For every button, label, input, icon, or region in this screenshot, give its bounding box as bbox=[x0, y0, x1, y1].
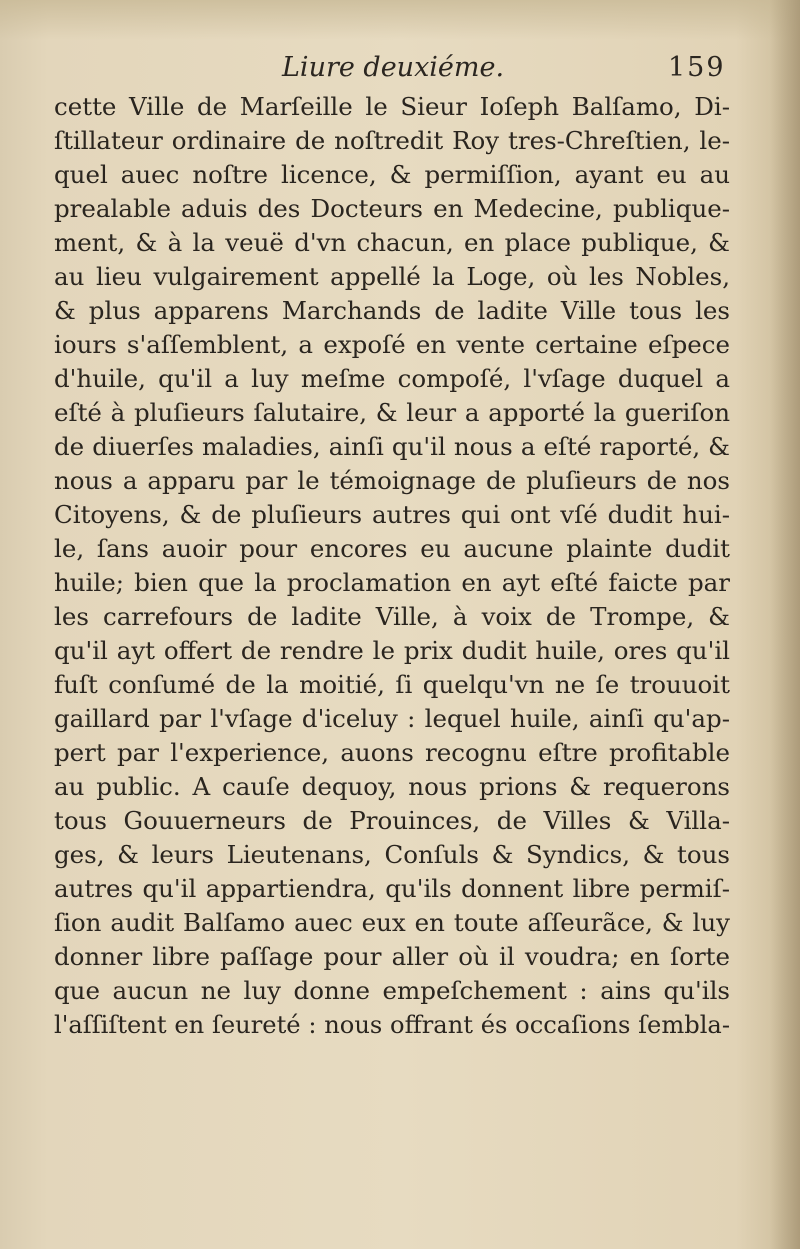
text-line: huile; bien que la proclamation en ayt eſté faicte par bbox=[54, 568, 730, 597]
text-line: ſtillateur ordinaire de noſtredit Roy tres-Chreſtien, le- bbox=[54, 126, 730, 155]
text-line: ment, & à la veuë d'vn chacun, en place publique, & bbox=[54, 228, 730, 257]
text-line: autres qu'il appartiendra, qu'ils donnent libre permiſ- bbox=[54, 874, 730, 903]
page-top-shadow bbox=[0, 0, 800, 40]
body-text bbox=[54, 90, 730, 1042]
text-line: donner libre paſſage pour aller où il voudra; en ſorte bbox=[54, 942, 730, 971]
text-line: quel auec noſtre licence, & permiſſion, ayant eu au bbox=[54, 160, 730, 189]
page-number: 159 bbox=[668, 52, 726, 83]
text-line: fuſt conſumé de la moitié, ſi quelqu'vn ne ſe trouuoit bbox=[54, 670, 730, 699]
text-line: Citoyens, & de pluſieurs autres qui ont vſé dudit hui- bbox=[54, 500, 730, 529]
running-title: Liure deuxiéme. bbox=[282, 52, 505, 83]
text-line: eſté à pluſieurs ſalutaire, & leur a apporté la gueriſon bbox=[54, 398, 730, 427]
text-line: l'aſſiſtent en ſeureté : nous offrant és occaſions ſembla- bbox=[54, 1011, 730, 1039]
text-line: au public. A cauſe dequoy, nous prions & requerons bbox=[54, 772, 730, 801]
text-line: au lieu vulgairement appellé la Loge, où les Nobles, bbox=[54, 262, 730, 291]
text-line: prealable aduis des Docteurs en Medecine, publique- bbox=[54, 194, 730, 223]
text-line: cette Ville de Marſeille le Sieur Ioſeph Balſamo, Di- bbox=[54, 92, 730, 121]
text-line: ſion audit Balſamo auec eux en toute aſſeurãce, & luy bbox=[54, 908, 730, 937]
text-line: que aucun ne luy donne empeſchement : ains qu'ils bbox=[54, 976, 730, 1005]
text-line: tous Gouuerneurs de Prouinces, de Villes & Villa- bbox=[54, 806, 730, 835]
text-line: gaillard par l'vſage d'iceluy : lequel huile, ainſi qu'ap- bbox=[54, 704, 730, 733]
text-line: qu'il ayt offert de rendre le prix dudit huile, ores qu'il bbox=[54, 636, 730, 665]
text-line: iours s'aſſemblent, a expoſé en vente certaine eſpece bbox=[54, 330, 730, 359]
text-line: le, ſans auoir pour encores eu aucune plainte dudit bbox=[54, 534, 730, 563]
text-line: nous a apparu par le témoignage de pluſieurs de nos bbox=[54, 466, 730, 495]
text-line: de diuerſes maladies, ainſi qu'il nous a eſté raporté, & bbox=[54, 432, 730, 461]
text-line: les carrefours de ladite Ville, à voix de Trompe, & bbox=[54, 602, 730, 631]
text-line: pert par l'experience, auons recognu eſtre profitable bbox=[54, 738, 730, 767]
page-header bbox=[0, 52, 800, 92]
page-gutter-shadow bbox=[770, 0, 800, 1249]
text-line: ges, & leurs Lieutenans, Conſuls & Syndics, & tous bbox=[54, 840, 730, 869]
text-line: & plus apparens Marchands de ladite Ville tous les bbox=[54, 296, 730, 325]
text-line: d'huile, qu'il a luy meſme compoſé, l'vſage duquel a bbox=[54, 364, 730, 393]
